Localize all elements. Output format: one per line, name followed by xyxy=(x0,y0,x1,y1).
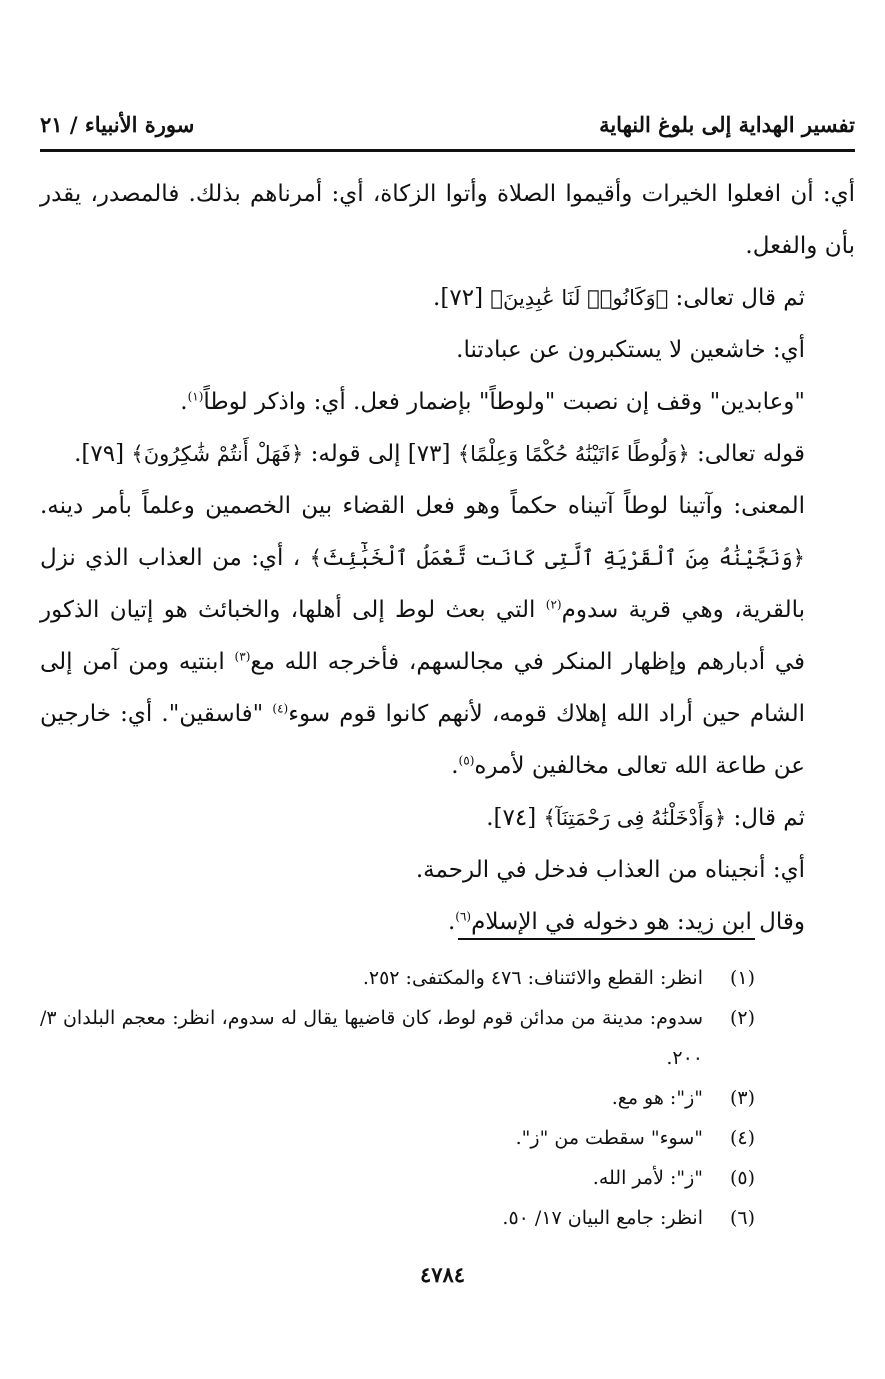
book-title: تفسير الهداية إلى بلوغ النهاية xyxy=(599,112,855,137)
footnote-item xyxy=(40,998,855,1078)
footnote-number: (٥) xyxy=(729,1167,755,1189)
surah-reference: سورة الأنبياء / ٢١ xyxy=(40,112,195,137)
quran-verse: ﴿فَهَلْ أَنتُمْ شَٰكِرُونَ﴾ xyxy=(131,442,304,466)
footnote-text: انظر: جامع البيان ١٧/ ٥٠. xyxy=(502,1207,703,1229)
quran-verse: ﴿وَأَدْخَلْنَٰهُ فِى رَحْمَتِنَآ﴾ xyxy=(543,806,727,830)
header-divider xyxy=(40,149,855,152)
quran-verse: ﴿وَلُوطًا ءَاتَيْنَٰهُ حُكْمًا وَعِلْمًا﴾ xyxy=(457,442,690,466)
footnote-number: (٦) xyxy=(729,1207,755,1229)
text-run: . xyxy=(451,753,459,779)
text-run: "فاسقين". أي: خارجين عن طاعة الله تعالى مخالفين لأمره xyxy=(40,701,805,779)
paragraph xyxy=(40,428,855,480)
footnote-item xyxy=(40,1158,855,1198)
text-run: . xyxy=(447,909,456,935)
page-number: ٤٧٨٤ xyxy=(419,1262,466,1287)
paragraph xyxy=(40,792,855,844)
footnote-item xyxy=(40,1198,855,1238)
footnote-number: (٣) xyxy=(729,1087,755,1109)
running-header xyxy=(40,112,855,148)
text-run: قوله تعالى: xyxy=(689,441,805,467)
text-run: "وعابدين" وقف إن نصبت "ولوطاً" بإضمار فعل. أي: واذكر لوطاً xyxy=(203,389,805,415)
text-run: [٧٢]. xyxy=(433,285,491,311)
footnote-number: (٤) xyxy=(729,1127,755,1149)
footnote-ref: (١) xyxy=(187,389,204,404)
footnote-item xyxy=(40,1078,855,1118)
quran-verse: ﴿وَكَانُوا۟ لَنَا عَٰبِدِينَ﴾ xyxy=(490,286,669,310)
text-run: ثم قال تعالى: xyxy=(668,285,805,311)
footnote-number: (٢) xyxy=(729,1007,755,1029)
text-run: أي: أنجيناه من العذاب فدخل في الرحمة. xyxy=(415,857,805,883)
paragraph xyxy=(40,272,855,324)
footnote-text: انظر: القطع والائتناف: ٤٧٦ والمكتفى: ٢٥٢. xyxy=(362,967,703,989)
footnote-ref: (٦) xyxy=(455,909,472,924)
paragraph xyxy=(40,168,855,272)
footnote-ref: (٣) xyxy=(234,649,251,664)
text-run: [٧٤]. xyxy=(486,805,544,831)
footnote-number: (١) xyxy=(729,967,755,989)
text-run: وقال ابن زيد: هو دخوله في الإسلام xyxy=(471,909,805,935)
text-run: المعنى: وآتينا لوطاً آتيناه حكماً وهو فعل القضاء بين الخصمين وعلماً بأمر دينه. xyxy=(40,493,805,519)
footnotes xyxy=(40,958,855,1238)
text-run: . xyxy=(180,389,188,415)
paragraph xyxy=(40,324,855,376)
text-run: ، أي: من العذاب الذي نزل بالقرية، وهي قرية سدوم xyxy=(40,545,805,623)
text-run: أي: أن افعلوا الخيرات وأقيموا الصلاة وأتوا الزكاة، أي: أمرناهم بذلك. فالمصدر، يقدر بأن والفعل. xyxy=(40,181,855,259)
footnote-text: "ز": لأمر الله. xyxy=(592,1167,703,1189)
text-run: ابنتيه ومن آمن إلى الشام حين أراد الله إهلاك قومه، لأنهم كانوا قوم سوء xyxy=(40,649,805,727)
footnote-text: "ز": هو مع. xyxy=(611,1087,703,1109)
footnote-text: "سوء" سقطت من "ز". xyxy=(515,1127,703,1149)
footnote-divider xyxy=(458,938,755,940)
text-run: التي بعث لوط إلى أهلها، والخبائث هو إتيان الذكور في أدبارهم وإظهار المنكر في مجالسهم، فأخرجه الله مع xyxy=(40,597,805,675)
paragraph xyxy=(40,896,855,948)
footnote-text: سدوم: مدينة من مدائن قوم لوط، كان قاضيها يقال له سدوم، انظر: معجم البلدان ٣/ ٢٠٠. xyxy=(40,1007,703,1069)
paragraph xyxy=(40,480,855,792)
footnote-ref: (٢) xyxy=(545,597,562,612)
quran-verse: ﴿وَنَجَّيْنَٰهُ مِنَ ٱلْقَرْيَةِ ٱلَّتِى كَانَت تَّعْمَلُ ٱلْخَبَٰٓئِثَ﴾ xyxy=(309,546,805,570)
paragraph xyxy=(40,376,855,428)
footnote-ref: (٤) xyxy=(272,701,289,716)
paragraph xyxy=(40,844,855,896)
text-run: [٧٣] إلى قوله: xyxy=(303,441,458,467)
text-run: [٧٩]. xyxy=(74,441,132,467)
main-text xyxy=(40,168,855,948)
footnote-item xyxy=(40,958,855,998)
text-run: أي: خاشعين لا يستكبرون عن عبادتنا. xyxy=(456,337,805,363)
footnote-item xyxy=(40,1118,855,1158)
footnote-ref: (٥) xyxy=(458,753,475,768)
text-run: ثم قال: xyxy=(726,805,805,831)
